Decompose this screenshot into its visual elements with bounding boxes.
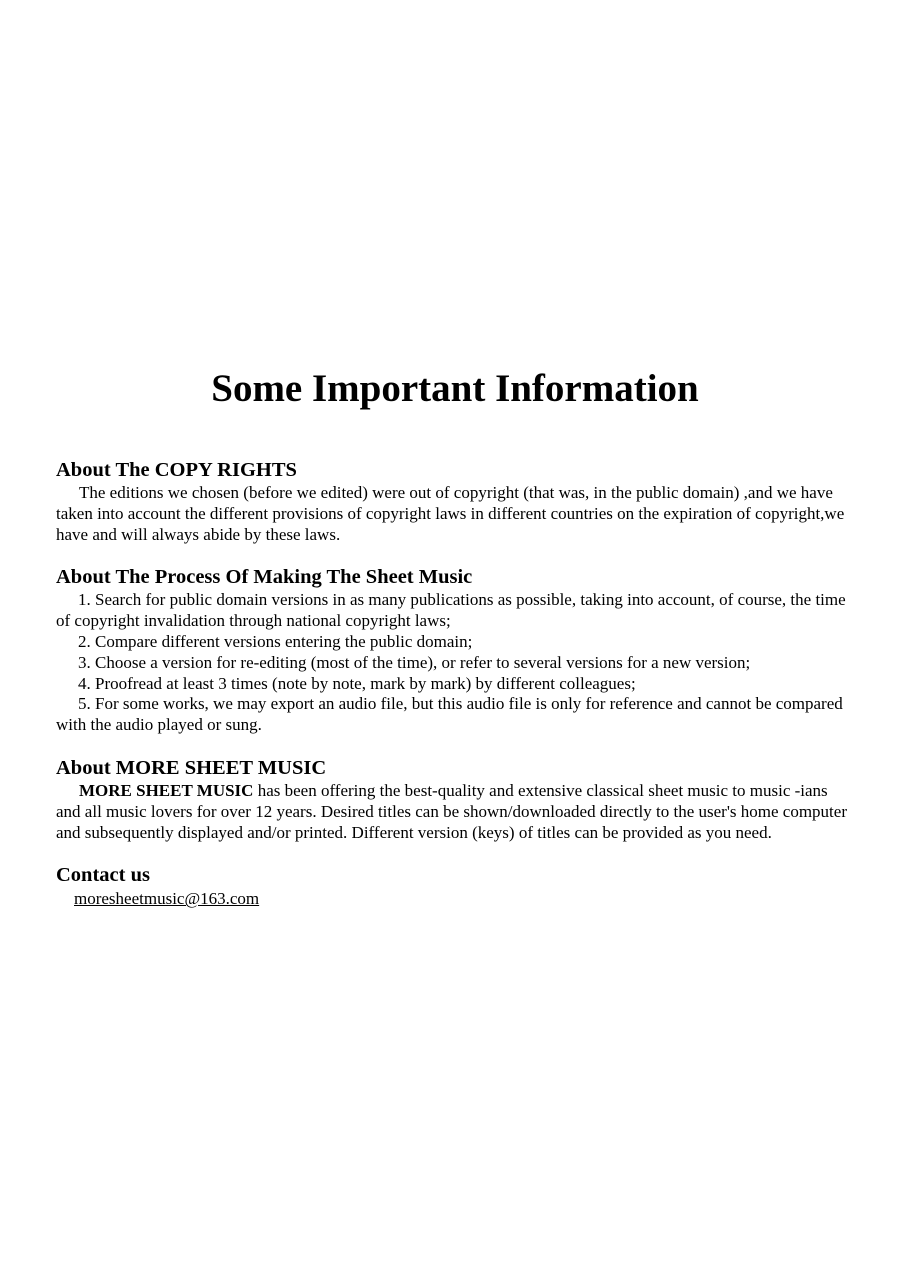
contact-section	[56, 863, 856, 910]
process-step-2: 2. Compare different versions entering the public domain;	[78, 631, 473, 651]
copyright-section	[56, 458, 856, 545]
contact-email-link[interactable]: moresheetmusic@163.com	[74, 889, 260, 909]
document-body	[56, 458, 856, 930]
process-step-1: 1. Search for public domain versions in as many publications as possible, taking into account, of course, the time of copyright invalidation through national copyright laws;	[56, 590, 846, 631]
about-text: has been offering the best-quality and extensive classical sheet music to music -ians and all music lovers for over 12 years. Desired titles can be shown/downloaded directly to the user's home computer and subsequently displayed and/or printed. Different version (keys) of titles can be provided as you need.	[56, 780, 847, 842]
process-step-3: 3. Choose a version for re-editing (most of the time), or refer to several versions for a new version;	[78, 652, 751, 672]
about-heading: About MORE SHEET MUSIC	[56, 756, 327, 779]
contact-heading: Contact us	[56, 864, 150, 887]
brand-name: MORE SHEET MUSIC	[79, 780, 254, 800]
copyright-paragraph: The editions we chosen (before we edited) were out of copyright (that was, in the public domain) ,and we have taken into account the different provisions of copyright laws in different countries on the expiration of copyright,we have and will always abide by these laws.	[56, 483, 845, 544]
about-paragraph	[56, 781, 856, 843]
process-step-4: 4. Proofread at least 3 times (note by note, mark by mark) by different colleagues;	[78, 673, 636, 693]
copyright-heading: About The COPY RIGHTS	[56, 459, 297, 481]
process-heading: About The Process Of Making The Sheet Music	[56, 566, 473, 589]
page-title: Some Important Information	[211, 367, 699, 410]
process-section	[56, 565, 856, 736]
about-section	[56, 756, 856, 843]
process-step-5: 5. For some works, we may export an audio file, but this audio file is only for reference and cannot be compared with the audio played or sung.	[56, 694, 843, 735]
